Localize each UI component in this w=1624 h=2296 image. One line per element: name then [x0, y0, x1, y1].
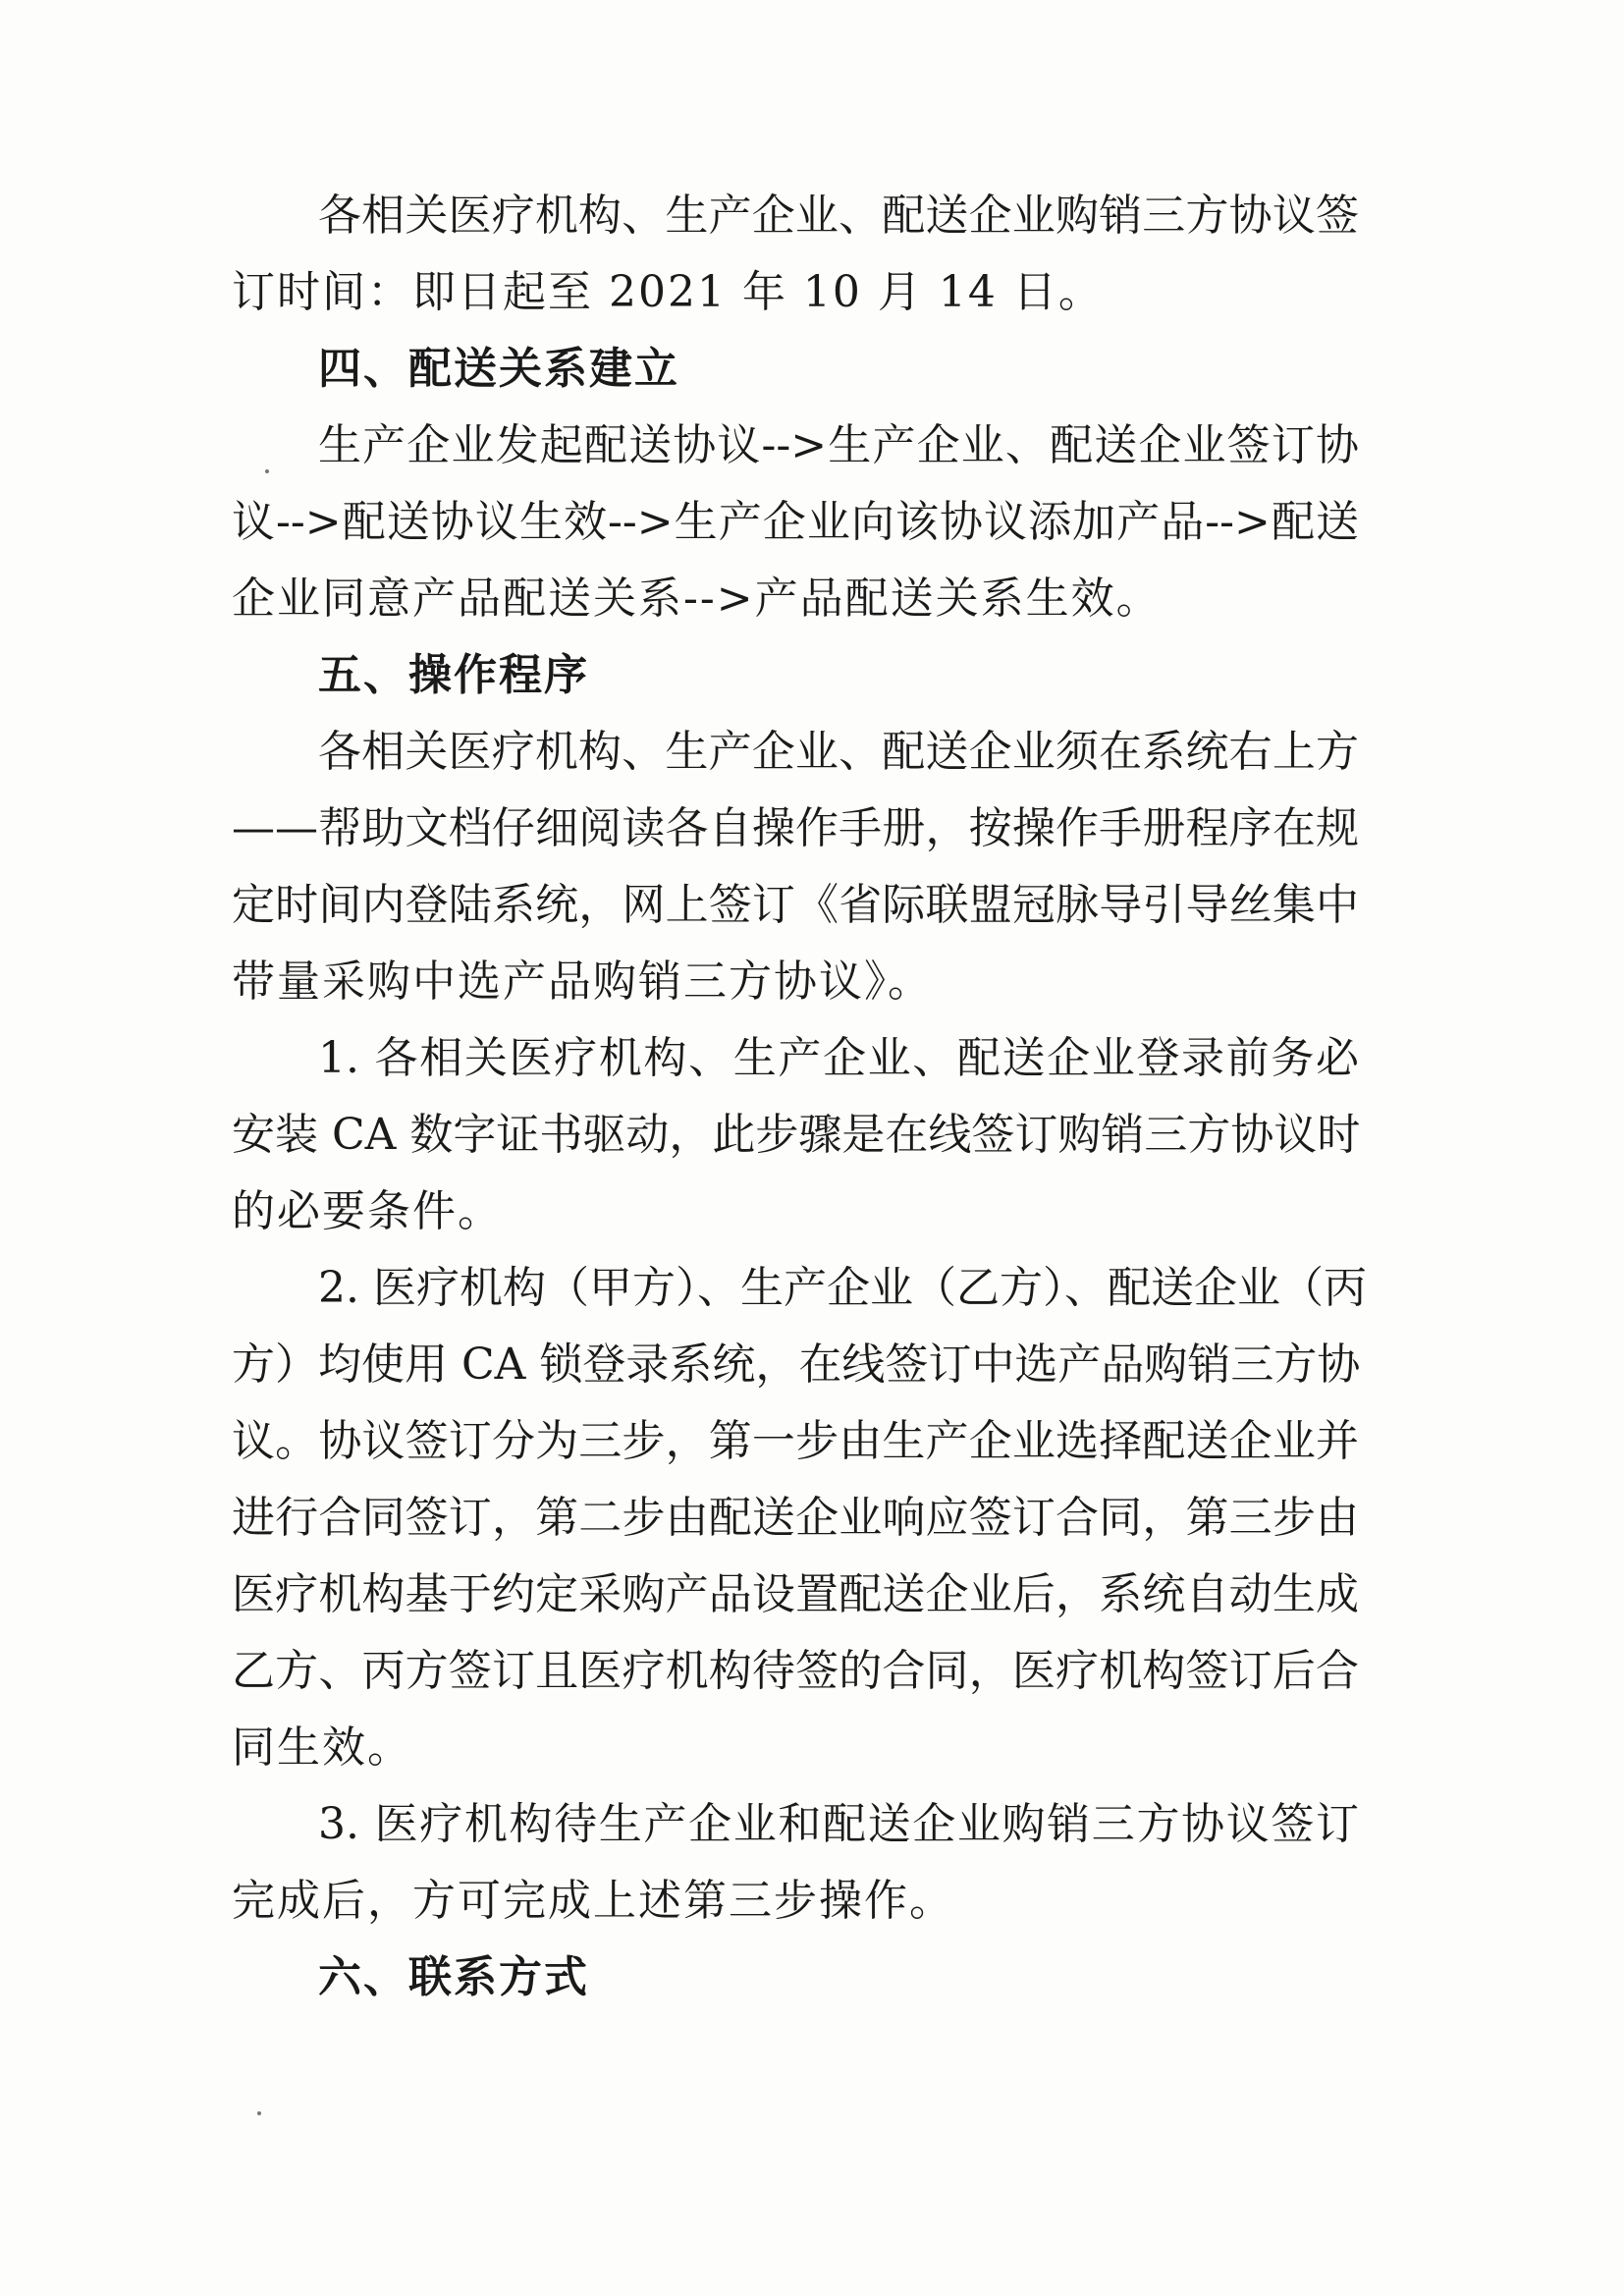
paragraph-line: 各相关医疗机构、生产企业、配送企业购销三方协议签	[318, 191, 1359, 241]
paragraph-line: 的必要条件。	[232, 1186, 503, 1236]
scan-speck	[265, 469, 269, 473]
paragraph-line: 订时间：即日起至 2021 年 10 月 14 日。	[232, 267, 1104, 317]
paragraph-line: ——帮助文档仔细阅读各自操作手册，按操作手册程序在规	[232, 803, 1359, 853]
paragraph-line: 进行合同签订，第二步由配送企业响应签订合同，第三步由	[232, 1493, 1359, 1543]
paragraph-line: 定时间内登陆系统，网上签订《省际联盟冠脉导引导丝集中	[232, 880, 1359, 930]
list-item-3: 3. 医疗机构待生产企业和配送企业购销三方协议签订	[318, 1799, 1359, 1849]
paragraph-line: 生产企业发起配送协议-->生产企业、配送企业签订协	[318, 420, 1359, 470]
paragraph-line: 完成后，方可完成上述第三步操作。	[232, 1876, 954, 1926]
paragraph-line: 方）均使用 CA 锁登录系统，在线签订中选产品购销三方协	[232, 1339, 1361, 1390]
paragraph-line: 同生效。	[232, 1722, 412, 1773]
paragraph-line: 议-->配送协议生效-->生产企业向该协议添加产品-->配送	[232, 497, 1359, 547]
paragraph-line: 企业同意产品配送关系-->产品配送关系生效。	[232, 574, 1162, 624]
paragraph-line: 乙方、丙方签订且医疗机构待签的合同，医疗机构签订后合	[232, 1646, 1359, 1696]
list-item-1: 1. 各相关医疗机构、生产企业、配送企业登录前务必	[318, 1033, 1359, 1083]
paragraph-line: 医疗机构基于约定采购产品设置配送企业后，系统自动生成	[232, 1569, 1359, 1619]
section-heading-6: 六、联系方式	[318, 1952, 589, 2002]
paragraph-line: 安装 CA 数字证书驱动，此步骤是在线签订购销三方协议时	[232, 1110, 1361, 1160]
list-item-2: 2. 医疗机构（甲方）、生产企业（乙方）、配送企业（丙	[318, 1263, 1367, 1313]
section-heading-4: 四、配送关系建立	[318, 344, 679, 394]
paragraph-line: 带量采购中选产品购销三方协议》。	[232, 957, 933, 1007]
paragraph-line: 各相关医疗机构、生产企业、配送企业须在系统右上方	[318, 727, 1359, 777]
section-heading-5: 五、操作程序	[318, 650, 589, 700]
paragraph-line: 议。协议签订分为三步，第一步由生产企业选择配送企业并	[232, 1416, 1359, 1466]
scan-speck	[257, 2111, 261, 2115]
